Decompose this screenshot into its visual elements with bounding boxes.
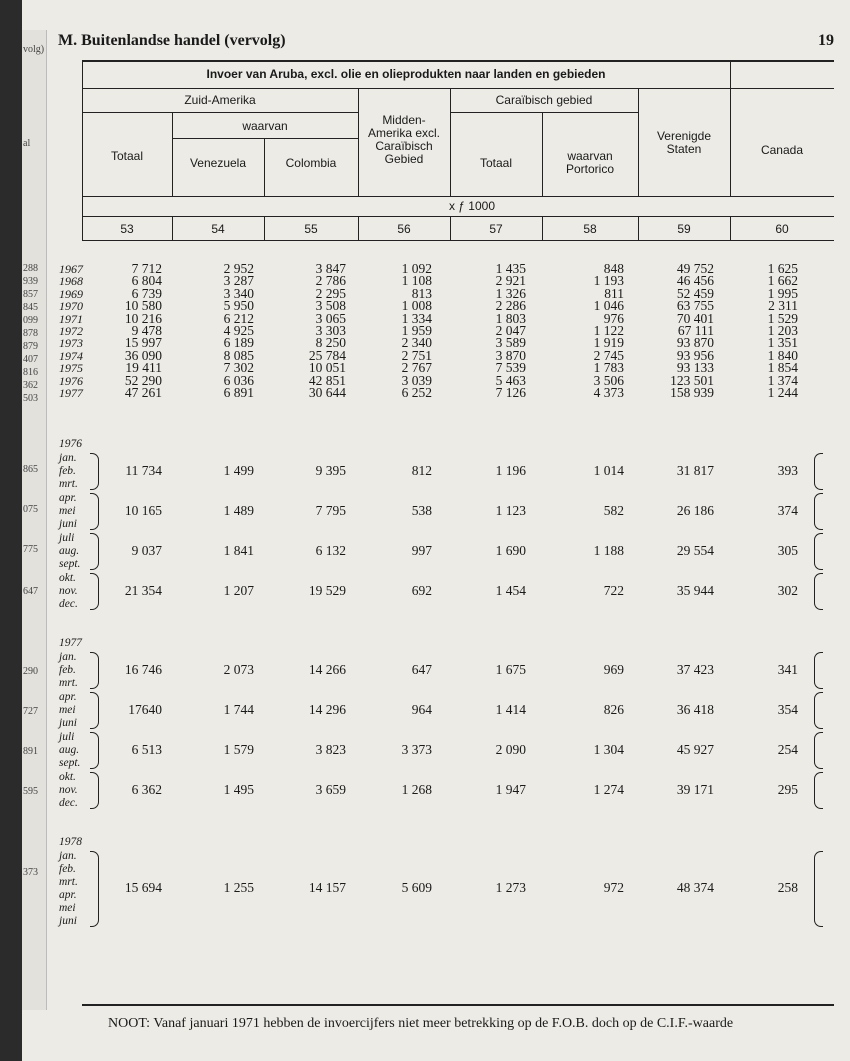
footnote: NOOT: Vanaf januari 1971 hebben de invoercijfers niet meer betrekking op de F.O.B. doch op de C.I.F.-waarde — [108, 1016, 734, 1031]
margin-number: 939 — [23, 276, 38, 287]
table-cell: 19 411 — [125, 360, 162, 376]
table-cell: 5 463 — [495, 372, 526, 388]
table-cell: 1 499 — [223, 463, 254, 478]
table-cell: 67 111 — [677, 323, 714, 338]
table-cell: 29 554 — [676, 543, 714, 558]
table-cell: 1 092 — [401, 261, 432, 276]
table-cell: 1 783 — [593, 360, 624, 376]
table-cell: 1 268 — [401, 782, 432, 797]
table-cell: 1 744 — [223, 702, 254, 717]
table-cell: 3 340 — [223, 285, 254, 301]
margin-label: al — [23, 138, 31, 149]
month-label: feb. — [59, 664, 76, 676]
column-number: 55 — [304, 222, 318, 236]
row-brace-right — [814, 453, 823, 490]
row-year-label: 1968 — [59, 274, 83, 289]
margin-number: 362 — [23, 380, 38, 391]
table-cell: 2 295 — [315, 285, 346, 301]
table-cell: 6 189 — [223, 335, 254, 351]
table-cell: 26 186 — [676, 503, 714, 518]
table-cell: 1 374 — [767, 372, 798, 388]
table-cell: 1 273 — [495, 880, 526, 895]
table-cell: 49 752 — [676, 261, 714, 276]
table-cell: 3 659 — [315, 782, 346, 797]
table-cell: 1 274 — [593, 782, 624, 797]
table-cell: 14 266 — [308, 662, 346, 677]
row-brace-right — [814, 772, 823, 809]
table-cell: 1 840 — [767, 347, 798, 363]
table-cell: 964 — [411, 702, 432, 717]
row-year-label: 1976 — [59, 373, 83, 388]
heading-line: Verenigde — [656, 129, 712, 143]
table-cell: 1 841 — [223, 543, 254, 558]
table-cell: 305 — [777, 543, 798, 558]
margin-number: 373 — [23, 867, 38, 878]
month-label: mei — [59, 505, 76, 517]
table-cell: 1 334 — [401, 310, 432, 326]
row-brace-right — [814, 573, 823, 610]
column-number: 54 — [211, 222, 225, 236]
adjacent-page-strip — [22, 30, 47, 1010]
table-cell: 1 203 — [767, 323, 798, 338]
table-cell: 1 108 — [401, 273, 432, 289]
table-cell: 8 250 — [315, 335, 346, 351]
table-cell: 692 — [411, 583, 432, 598]
table-cell: 2 751 — [401, 347, 432, 363]
margin-number: 865 — [23, 464, 38, 475]
month-label: apr. — [59, 691, 77, 703]
table-cell: 538 — [411, 503, 432, 518]
table-cell: 21 354 — [124, 583, 162, 598]
table-cell: 36 418 — [676, 702, 714, 717]
table-cell: 848 — [603, 261, 624, 276]
month-label: okt. — [59, 572, 76, 584]
month-label: aug. — [59, 744, 80, 756]
table-cell: 3 847 — [315, 261, 346, 276]
month-label: dec. — [59, 797, 78, 809]
margin-number: 075 — [23, 504, 38, 515]
table-cell: 1 244 — [767, 385, 798, 400]
table-cell: 2 090 — [495, 742, 526, 757]
heading-line: Portorico — [565, 162, 615, 176]
month-label: mei — [59, 704, 76, 716]
table-cell: 812 — [411, 463, 432, 478]
month-label: mrt. — [59, 876, 78, 888]
row-year-label: 1975 — [59, 361, 83, 376]
table-cell: 10 051 — [308, 360, 346, 376]
margin-number: 288 — [23, 263, 38, 274]
table-cell: 14 296 — [308, 702, 346, 717]
table-cell: 826 — [603, 702, 624, 717]
row-year-label: 1977 — [59, 386, 83, 400]
row-year-label: 1970 — [59, 299, 83, 314]
table-cell: 6 212 — [223, 310, 254, 326]
table-cell: 1 495 — [223, 782, 254, 797]
table-cell: 972 — [603, 880, 624, 895]
table-cell: 6 362 — [131, 782, 162, 797]
table-cell: 1 255 — [223, 880, 254, 895]
table-cell: 1 919 — [593, 335, 624, 351]
table-cell: 35 944 — [676, 583, 714, 598]
month-label: jan. — [59, 850, 77, 862]
table-cell: 1 803 — [495, 310, 526, 326]
row-year-label: 1969 — [59, 286, 83, 301]
table-cell: 6 132 — [315, 543, 346, 558]
heading-caraibisch-gebied: Caraïbisch gebied — [495, 93, 593, 107]
month-label: okt. — [59, 771, 76, 783]
table-cell: 1 188 — [593, 543, 624, 558]
table-cell: 2 745 — [593, 347, 624, 363]
table-cell: 52 290 — [124, 372, 162, 388]
table-cell: 302 — [777, 583, 798, 598]
table-cell: 295 — [777, 782, 798, 797]
column-number: 57 — [489, 222, 503, 236]
table-cell: 37 423 — [676, 662, 714, 677]
margin-number: 407 — [23, 354, 38, 365]
table-cell: 1 122 — [593, 323, 624, 338]
table-cell: 3 508 — [315, 298, 346, 314]
table-cell: 14 157 — [308, 880, 346, 895]
row-brace-right — [814, 692, 823, 729]
month-label: feb. — [59, 465, 76, 477]
table-cell: 7 712 — [131, 261, 162, 276]
header-rule — [82, 240, 834, 241]
table-cell: 2 767 — [401, 360, 432, 376]
table-cell: 48 374 — [676, 880, 714, 895]
heading-line: Gebied — [384, 152, 424, 166]
table-cell: 6 891 — [223, 385, 254, 400]
month-label: dec. — [59, 598, 78, 610]
row-brace-right — [814, 533, 823, 570]
heading-totaal: Totaal — [110, 149, 144, 163]
month-label: jan. — [59, 452, 77, 464]
margin-number: 857 — [23, 289, 38, 300]
heading-midden-amerika — [358, 114, 450, 166]
table-cell: 36 090 — [124, 347, 162, 363]
heading-venezuela: Venezuela — [189, 156, 247, 170]
row-year-label: 1973 — [59, 336, 83, 351]
table-cell: 70 401 — [676, 310, 714, 326]
table-cell: 722 — [603, 583, 624, 598]
table-cell: 10 165 — [124, 503, 162, 518]
table-cell: 3 506 — [593, 372, 624, 388]
heading-line: Amerika excl. — [367, 126, 441, 140]
column-rule — [730, 60, 731, 196]
table-cell: 15 997 — [124, 335, 162, 351]
table-cell: 1 046 — [593, 298, 624, 314]
header-rule — [82, 196, 834, 197]
month-label: nov. — [59, 585, 78, 597]
margin-number: 290 — [23, 666, 38, 677]
table-cell: 1 675 — [495, 662, 526, 677]
table-cell: 93 956 — [676, 347, 714, 363]
page-number: 19 — [818, 32, 834, 49]
heading-line: Staten — [666, 142, 702, 156]
group-year-label: 1977 — [59, 637, 82, 649]
margin-number: 891 — [23, 746, 38, 757]
margin-number: 727 — [23, 706, 38, 717]
table-cell: 46 456 — [676, 273, 714, 289]
table-cell: 7 539 — [495, 360, 526, 376]
column-number: 56 — [397, 222, 411, 236]
margin-number: 816 — [23, 367, 38, 378]
month-label: mrt. — [59, 478, 78, 490]
table-cell: 1 489 — [223, 503, 254, 518]
table-cell: 1 454 — [495, 583, 526, 598]
month-label: feb. — [59, 863, 76, 875]
month-label: juli — [59, 731, 75, 743]
margin-label: volg) — [23, 44, 45, 55]
margin-number: 845 — [23, 302, 38, 313]
table-cell: 3 303 — [315, 323, 346, 338]
table-cell: 9 037 — [131, 543, 162, 558]
month-label: juli — [59, 532, 75, 544]
margin-number: 595 — [23, 786, 38, 797]
month-label: aug. — [59, 545, 80, 557]
heading-totaal-caraibisch: Totaal — [479, 156, 513, 170]
table-cell: 3 373 — [401, 742, 432, 757]
table-cell: 1 690 — [495, 543, 526, 558]
table-cell: 3 589 — [495, 335, 526, 351]
table-cell: 6 739 — [131, 285, 162, 301]
table-cell: 341 — [777, 662, 798, 677]
table-top-rule — [82, 60, 834, 62]
table-cell: 1 196 — [495, 463, 526, 478]
table-cell: 1 304 — [593, 742, 624, 757]
table-cell: 2 952 — [223, 261, 254, 276]
table-cell: 45 927 — [676, 742, 714, 757]
margin-number: 775 — [23, 544, 38, 555]
table-cell: 997 — [411, 543, 432, 558]
header-rule — [450, 112, 638, 113]
row-brace-right — [814, 652, 823, 689]
heading-line: Caraïbisch — [375, 139, 433, 153]
month-label: juni — [59, 915, 77, 927]
table-cell: 1 947 — [495, 782, 526, 797]
table-cell: 93 870 — [676, 335, 714, 351]
table-cell: 2 921 — [495, 273, 526, 289]
table-cell: 7 795 — [315, 503, 346, 518]
table-cell: 123 501 — [670, 372, 714, 388]
heading-canada: Canada — [760, 143, 804, 157]
table-cell: 1 662 — [767, 273, 798, 289]
heading-waarvan: waarvan — [242, 119, 288, 133]
table-cell: 11 734 — [125, 463, 162, 478]
table-cell: 4 925 — [223, 323, 254, 338]
table-cell: 1 014 — [593, 463, 624, 478]
month-label: juni — [59, 717, 77, 729]
heading-line: waarvan — [567, 149, 613, 163]
column-number: 60 — [775, 222, 789, 236]
table-cell: 2 286 — [495, 298, 526, 314]
column-number: 58 — [583, 222, 597, 236]
margin-number: 647 — [23, 586, 38, 597]
table-cell: 1 435 — [495, 261, 526, 276]
table-cell: 2 047 — [495, 323, 526, 338]
table-cell: 7 126 — [495, 385, 526, 400]
table-cell: 1 414 — [495, 702, 526, 717]
table-cell: 3 039 — [401, 372, 432, 388]
row-year-label: 1967 — [59, 262, 83, 276]
header-rule — [82, 112, 358, 113]
table-cell: 1 529 — [767, 310, 798, 326]
table-cell: 811 — [604, 285, 624, 301]
table-cell: 9 395 — [315, 463, 346, 478]
table-cell: 1 326 — [495, 285, 526, 301]
table-cell: 813 — [411, 285, 432, 301]
month-label: jan. — [59, 651, 77, 663]
table-cell: 258 — [777, 880, 798, 895]
table-cell: 47 261 — [124, 385, 162, 400]
heading-verenigde-staten — [638, 130, 730, 156]
table-cell: 6 036 — [223, 372, 254, 388]
row-brace-right — [814, 493, 823, 530]
table-cell: 969 — [603, 662, 624, 677]
month-label: juni — [59, 518, 77, 530]
page-title: M. Buitenlandse handel (vervolg) — [58, 32, 286, 49]
month-label: nov. — [59, 784, 78, 796]
table-cell: 1 854 — [767, 360, 798, 376]
row-brace-right — [814, 851, 823, 927]
table-cell: 7 302 — [223, 360, 254, 376]
table-cell: 3 065 — [315, 310, 346, 326]
table-cell: 393 — [777, 463, 798, 478]
row-year-label: 1971 — [59, 311, 83, 326]
month-label: mei — [59, 902, 76, 914]
group-year-label: 1978 — [59, 836, 82, 848]
table-bottom-rule — [82, 1004, 834, 1006]
table-cell: 5 950 — [223, 298, 254, 314]
header-rule — [172, 138, 358, 139]
month-label: apr. — [59, 889, 77, 901]
month-label: sept. — [59, 558, 81, 570]
table-cell: 3 870 — [495, 347, 526, 363]
table-cell: 30 644 — [308, 385, 346, 400]
table-cell: 15 694 — [124, 880, 162, 895]
table-cell: 1 008 — [401, 298, 432, 314]
table-cell: 4 373 — [593, 385, 624, 400]
margin-number: 878 — [23, 328, 38, 339]
table-cell: 42 851 — [308, 372, 346, 388]
heading-line: Midden- — [382, 113, 426, 127]
table-cell: 1 193 — [593, 273, 624, 289]
table-cell: 17640 — [128, 702, 162, 717]
heading-zuid-amerika: Zuid-Amerika — [184, 93, 256, 107]
table-cell: 254 — [777, 742, 798, 757]
table-cell: 2 311 — [768, 298, 798, 314]
table-cell: 6 252 — [401, 385, 432, 400]
table-cell: 39 171 — [676, 782, 714, 797]
month-label: apr. — [59, 492, 77, 504]
table-cell: 647 — [411, 662, 432, 677]
table-cell: 6 513 — [131, 742, 162, 757]
table-cell: 10 580 — [124, 298, 162, 314]
header-rule — [82, 88, 834, 89]
table-cell: 1 351 — [767, 335, 798, 351]
table-cell: 63 755 — [676, 298, 714, 314]
header-rule — [82, 216, 834, 217]
table-cell: 25 784 — [308, 347, 346, 363]
table-cell: 6 804 — [131, 273, 162, 289]
table-cell: 1 123 — [495, 503, 526, 518]
table-cell: 8 085 — [223, 347, 254, 363]
table-cell: 5 609 — [401, 880, 432, 895]
table-cell: 976 — [603, 310, 624, 326]
table-cell: 354 — [777, 702, 798, 717]
table-cell: 31 817 — [676, 463, 714, 478]
row-year-label: 1972 — [59, 324, 83, 338]
unit-label: x ƒ 1000 — [448, 199, 496, 213]
row-year-label: 1974 — [59, 348, 83, 363]
table-cell: 582 — [603, 503, 624, 518]
table-cell: 2 786 — [315, 273, 346, 289]
group-year-label: 1976 — [59, 438, 82, 450]
table-cell: 1 995 — [767, 285, 798, 301]
table-cell: 2 073 — [223, 662, 254, 677]
table-cell: 10 216 — [124, 310, 162, 326]
table-cell: 93 133 — [676, 360, 714, 376]
document-page — [22, 0, 850, 1061]
table-cell: 19 529 — [308, 583, 346, 598]
table-cell: 158 939 — [670, 385, 714, 400]
margin-number: 503 — [23, 393, 38, 404]
column-number: 53 — [120, 222, 134, 236]
table-cell: 1 625 — [767, 261, 798, 276]
table-cell: 9 478 — [131, 323, 162, 338]
table-cell: 16 746 — [124, 662, 162, 677]
table-main-heading: Invoer van Aruba, excl. olie en olieprodukten naar landen en gebieden — [206, 67, 606, 81]
table-cell: 3 287 — [223, 273, 254, 289]
heading-waarvan-portorico — [542, 150, 638, 176]
table-cell: 374 — [777, 503, 798, 518]
margin-number: 099 — [23, 315, 38, 326]
month-label: mrt. — [59, 677, 78, 689]
heading-colombia: Colombia — [285, 156, 337, 170]
column-number: 59 — [677, 222, 691, 236]
row-brace-right — [814, 732, 823, 769]
table-cell: 2 340 — [401, 335, 432, 351]
table-cell: 1 207 — [223, 583, 254, 598]
table-cell: 1 579 — [223, 742, 254, 757]
table-cell: 1 959 — [401, 323, 432, 338]
month-label: sept. — [59, 757, 81, 769]
table-cell: 3 823 — [315, 742, 346, 757]
margin-number: 879 — [23, 341, 38, 352]
table-cell: 52 459 — [676, 285, 714, 301]
